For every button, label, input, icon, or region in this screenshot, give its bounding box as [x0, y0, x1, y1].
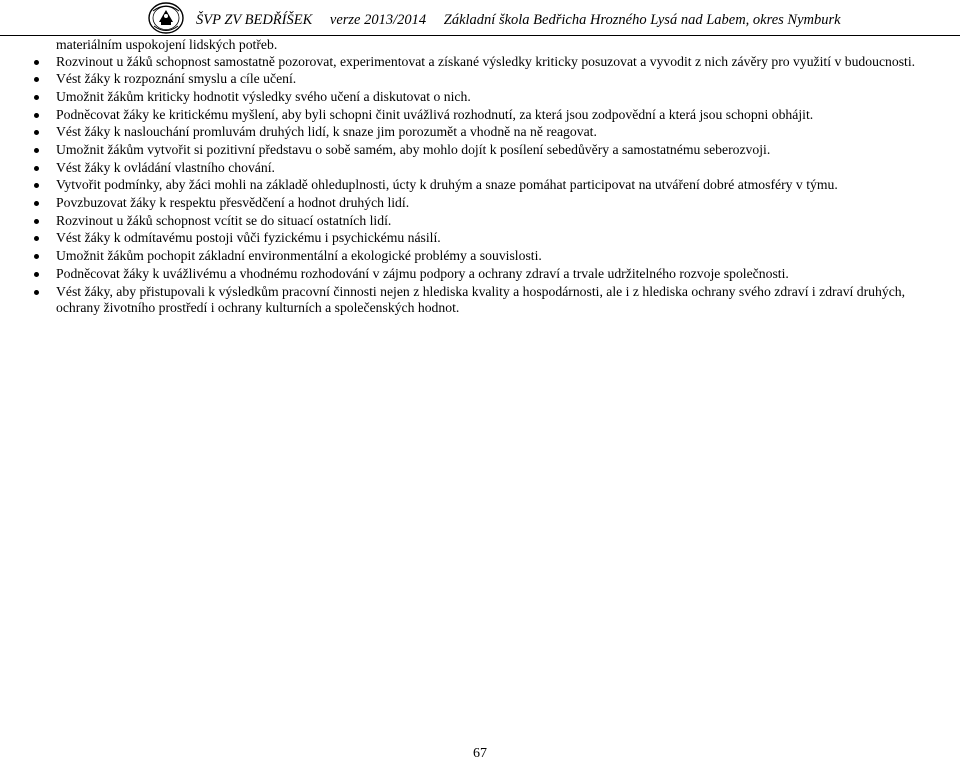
document-body	[31, 37, 927, 318]
list-item: Vést žáky, aby přistupovali k výsledkům pracovní činnosti nejen z hlediska kvality a hospodárnosti, ale i z hlediska ochrany svého zdraví i zdraví druhých, ochrany životního prostředí i ochrany kulturních a společenských hodnot.	[31, 284, 927, 317]
list-item: Umožnit žákům vytvořit si pozitivní představu o sobě samém, aby mohlo dojít k posílení sebedůvěry a samostatnému seberozvoji.	[31, 142, 927, 159]
list-item: Vést žáky k odmítavému postoji vůči fyzickému i psychickému násilí.	[31, 230, 927, 247]
list-item: Vést žáky k ovládání vlastního chování.	[31, 160, 927, 177]
header-program: ŠVP ZV BEDŘÍŠEK	[196, 12, 313, 28]
list-item: Podněcovat žáky k uvážlivému a vhodnému rozhodování v zájmu podpory a ochrany zdraví a trvale udržitelného rozvoje společnosti.	[31, 266, 927, 283]
list-item: Umožnit žákům pochopit základní environmentální a ekologické problémy a souvislosti.	[31, 248, 927, 265]
goals-list	[31, 54, 927, 317]
school-crest-icon	[148, 2, 184, 34]
page-header	[0, 0, 960, 36]
list-item: Vést žáky k rozpoznání smyslu a cíle učení.	[31, 71, 927, 88]
list-item: Povzbuzovat žáky k respektu přesvědčení a hodnot druhých lidí.	[31, 195, 927, 212]
page-number: 67	[473, 746, 487, 761]
continuation-text: materiálním uspokojení lidských potřeb.	[56, 37, 278, 52]
header-divider	[0, 35, 960, 36]
list-item: Rozvinout u žáků schopnost samostatně pozorovat, experimentovat a získané výsledky kriticky posuzovat a vyvodit z nich závěry pro využití v budoucnosti.	[31, 54, 927, 71]
list-item: Vést žáky k naslouchání promluvám druhých lidí, k snaze jim porozumět a vhodně na ně reagovat.	[31, 124, 927, 141]
header-version: verze 2013/2014	[329, 12, 427, 28]
header-school: Základní škola Bedřicha Hrozného Lysá nad Labem, okres Nymburk	[443, 12, 841, 28]
list-item: Vytvořit podmínky, aby žáci mohli na základě ohleduplnosti, úcty k druhým a snaze pomáhat participovat na utváření dobré atmosféry v týmu.	[31, 177, 927, 194]
list-item: Podněcovat žáky ke kritickému myšlení, aby byli schopni činit uvážlivá rozhodnutí, za která jsou zodpovědní a která jsou schopni obhájit.	[31, 107, 927, 124]
list-item: Rozvinout u žáků schopnost vcítit se do situací ostatních lidí.	[31, 213, 927, 230]
list-item: Umožnit žákům kriticky hodnotit výsledky svého učení a diskutovat o nich.	[31, 89, 927, 106]
header-title	[196, 11, 841, 29]
